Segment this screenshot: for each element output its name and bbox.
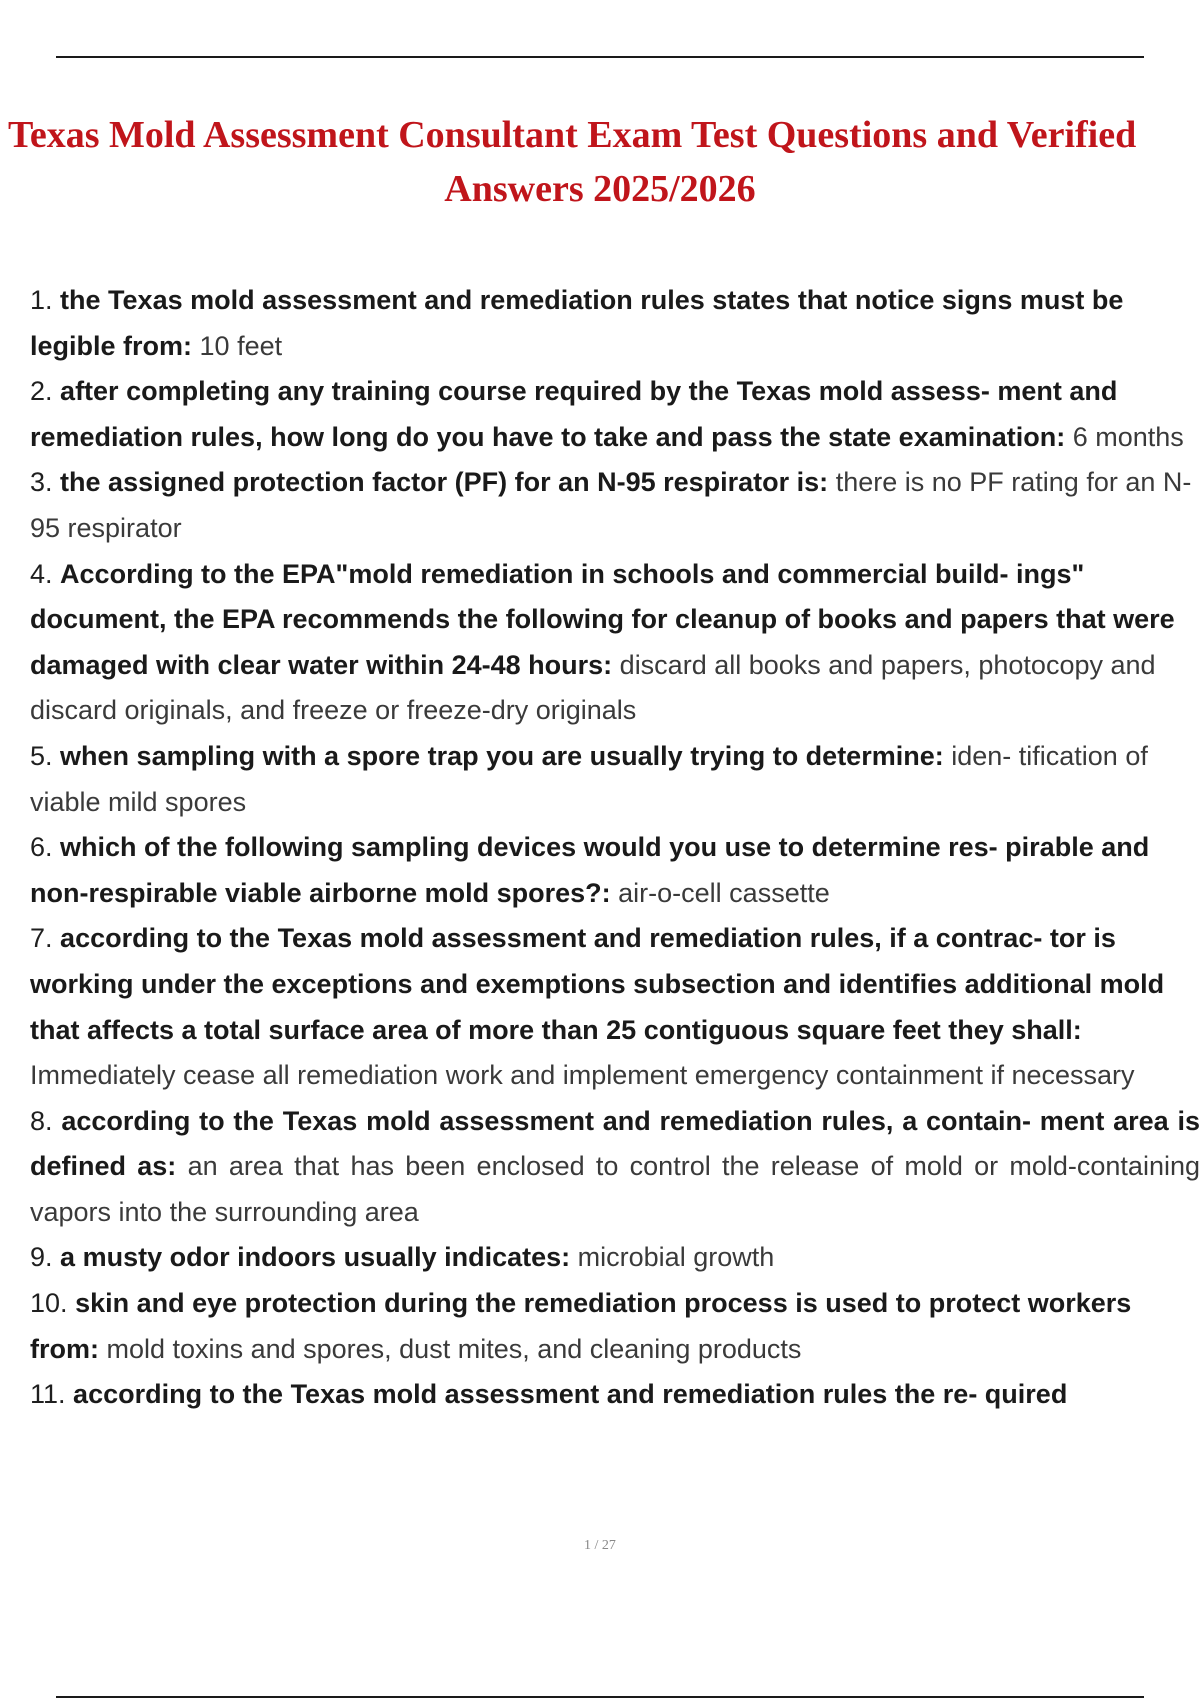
question-number: 10.	[30, 1288, 68, 1319]
question-list	[30, 278, 1200, 1418]
question-number: 9.	[30, 1242, 53, 1273]
question-number: 4.	[30, 558, 53, 589]
question-text: according to the Texas mold assessment and remediation rules, a contain- ment area is defined as:	[30, 1105, 1200, 1182]
answer-text: iden- tification of viable mild spores	[30, 740, 1148, 817]
answer-text: an area that has been enclosed to control the release of mold or mold-containing vapors into the surrounding area	[30, 1151, 1200, 1227]
question-item-3	[30, 460, 1200, 551]
question-number: 2.	[30, 376, 53, 407]
question-item-2	[30, 369, 1200, 460]
question-text: skin and eye protection during the remediation process is used to protect workers from:	[30, 1288, 1132, 1364]
answer-text: air-o-cell cassette	[618, 877, 830, 908]
question-text: according to the Texas mold assessment and remediation rules, if a contrac- tor is working under the exceptions and exemptions subsection and identifies additional mold that affects a total surface area of more than 25 contiguous square feet they shall:	[30, 923, 1165, 1045]
question-item-11	[30, 1372, 1200, 1418]
top-divider	[56, 56, 1144, 58]
question-number: 1.	[30, 285, 53, 315]
answer-text: discard all books and papers, photocopy and discard originals, and freeze or freeze-dry originals	[30, 649, 1156, 726]
bottom-divider	[56, 1696, 1144, 1698]
question-text: a musty odor indoors usually indicates:	[60, 1242, 571, 1273]
question-item-8	[30, 1099, 1200, 1236]
question-item-7	[30, 916, 1200, 1098]
title-line-2: Answers 2025/2026	[444, 168, 756, 210]
question-item-6	[30, 825, 1200, 916]
question-text: after completing any training course required by the Texas mold assess- ment and remediation rules, how long do you have to take and pass the state examination:	[30, 376, 1118, 452]
question-number: 5.	[30, 740, 53, 771]
question-item-4	[30, 552, 1200, 734]
answer-text: Immediately cease all remediation work and implement emergency containment if necessary	[30, 1060, 1135, 1091]
question-item-10	[30, 1281, 1200, 1372]
question-text: according to the Texas mold assessment and remediation rules the re- quired	[73, 1379, 1068, 1410]
document-title	[0, 108, 1200, 216]
question-number: 11.	[30, 1379, 66, 1410]
question-number: 7.	[30, 923, 53, 954]
question-number: 6.	[30, 832, 53, 863]
question-text: which of the following sampling devices would you use to determine res- pirable and non-respirable viable airborne mold spores?:	[30, 832, 1150, 908]
question-text: the assigned protection factor (PF) for an N-95 respirator is:	[60, 467, 829, 498]
title-line-1: Texas Mold Assessment Consultant Exam Test Questions and Verified	[8, 114, 1137, 156]
answer-text: 6 months	[1072, 421, 1184, 452]
question-item-1	[30, 278, 1200, 369]
answer-text: mold toxins and spores, dust mites, and cleaning products	[106, 1333, 802, 1364]
question-number: 8.	[30, 1105, 53, 1136]
question-text: the Texas mold assessment and remediation rules states that notice signs must be legible from:	[30, 285, 1124, 361]
answer-text: there is no PF rating for an N-95 respirator	[30, 467, 1192, 543]
question-text: when sampling with a spore trap you are usually trying to determine:	[60, 740, 944, 771]
question-item-9	[30, 1235, 1200, 1281]
question-text: According to the EPA"mold remediation in schools and commercial build- ings" document, the EPA recommends the following for cleanup of books and papers that were damaged with clear water within 24-48 hours:	[30, 558, 1175, 680]
page-number: 1 / 27	[584, 1538, 616, 1553]
question-item-5	[30, 734, 1200, 825]
question-number: 3.	[30, 467, 53, 498]
answer-text: microbial growth	[577, 1242, 775, 1273]
answer-text: 10 feet	[199, 330, 283, 361]
